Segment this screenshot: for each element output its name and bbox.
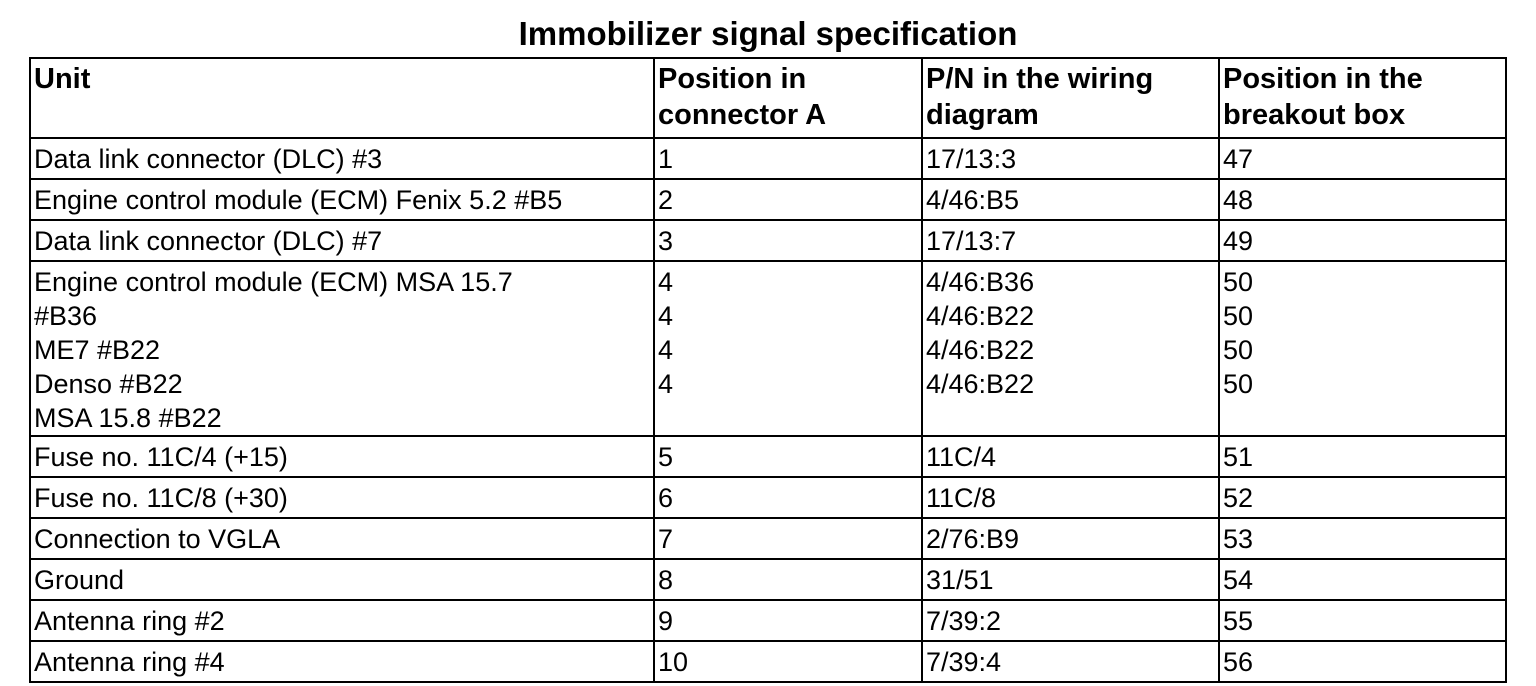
header-position-breakout-box: Position in the breakout box xyxy=(1219,58,1506,138)
breakout-position-cell: 50 50 50 50 xyxy=(1219,261,1506,436)
wiring-pn-cell: 4/46:B5 xyxy=(922,179,1219,220)
connector-position-cell: 7 xyxy=(654,518,922,559)
wiring-pn-cell: 11C/8 xyxy=(922,477,1219,518)
table-row xyxy=(30,559,1506,600)
immobilizer-signal-table xyxy=(29,57,1507,683)
table-row xyxy=(30,179,1506,220)
connector-position-cell: 2 xyxy=(654,179,922,220)
breakout-position-cell: 48 xyxy=(1219,179,1506,220)
connector-position-cell: 6 xyxy=(654,477,922,518)
unit-cell: Engine control module (ECM) Fenix 5.2 #B5 xyxy=(30,179,654,220)
connector-position-cell: 1 xyxy=(654,138,922,179)
unit-cell: Fuse no. 11C/8 (+30) xyxy=(30,477,654,518)
wiring-pn-cell: 11C/4 xyxy=(922,436,1219,477)
table-row xyxy=(30,261,1506,436)
table-title: Immobilizer signal specification xyxy=(518,15,1018,52)
breakout-position-cell: 51 xyxy=(1219,436,1506,477)
unit-cell: Antenna ring #2 xyxy=(30,600,654,641)
wiring-pn-cell: 7/39:2 xyxy=(922,600,1219,641)
breakout-position-cell: 56 xyxy=(1219,641,1506,682)
header-unit: Unit xyxy=(30,58,654,138)
connector-position-cell: 3 xyxy=(654,220,922,261)
wiring-pn-cell: 4/46:B36 4/46:B22 4/46:B22 4/46:B22 xyxy=(922,261,1219,436)
connector-position-cell: 10 xyxy=(654,641,922,682)
table-row xyxy=(30,220,1506,261)
table-row xyxy=(30,138,1506,179)
breakout-position-cell: 54 xyxy=(1219,559,1506,600)
breakout-position-cell: 53 xyxy=(1219,518,1506,559)
wiring-pn-cell: 31/51 xyxy=(922,559,1219,600)
table-row xyxy=(30,477,1506,518)
unit-cell: Data link connector (DLC) #7 xyxy=(30,220,654,261)
breakout-position-cell: 52 xyxy=(1219,477,1506,518)
unit-cell: Data link connector (DLC) #3 xyxy=(30,138,654,179)
header-position-connector-a: Position in connector A xyxy=(654,58,922,138)
breakout-position-cell: 49 xyxy=(1219,220,1506,261)
connector-position-cell: 4 4 4 4 xyxy=(654,261,922,436)
unit-cell: Antenna ring #4 xyxy=(30,641,654,682)
unit-cell: Ground xyxy=(30,559,654,600)
unit-cell: Connection to VGLA xyxy=(30,518,654,559)
unit-cell: Fuse no. 11C/4 (+15) xyxy=(30,436,654,477)
table-row xyxy=(30,641,1506,682)
table-row xyxy=(30,436,1506,477)
unit-cell: Engine control module (ECM) MSA 15.7 #B36 ME7 #B22 Denso #B22 MSA 15.8 #B22 xyxy=(30,261,654,436)
connector-position-cell: 5 xyxy=(654,436,922,477)
wiring-pn-cell: 17/13:7 xyxy=(922,220,1219,261)
table-row xyxy=(30,600,1506,641)
wiring-pn-cell: 2/76:B9 xyxy=(922,518,1219,559)
header-pn-wiring-diagram: P/N in the wiring diagram xyxy=(922,58,1219,138)
wiring-pn-cell: 17/13:3 xyxy=(922,138,1219,179)
header-row xyxy=(30,58,1506,138)
table-row xyxy=(30,518,1506,559)
wiring-pn-cell: 7/39:4 xyxy=(922,641,1219,682)
connector-position-cell: 8 xyxy=(654,559,922,600)
breakout-position-cell: 55 xyxy=(1219,600,1506,641)
connector-position-cell: 9 xyxy=(654,600,922,641)
breakout-position-cell: 47 xyxy=(1219,138,1506,179)
